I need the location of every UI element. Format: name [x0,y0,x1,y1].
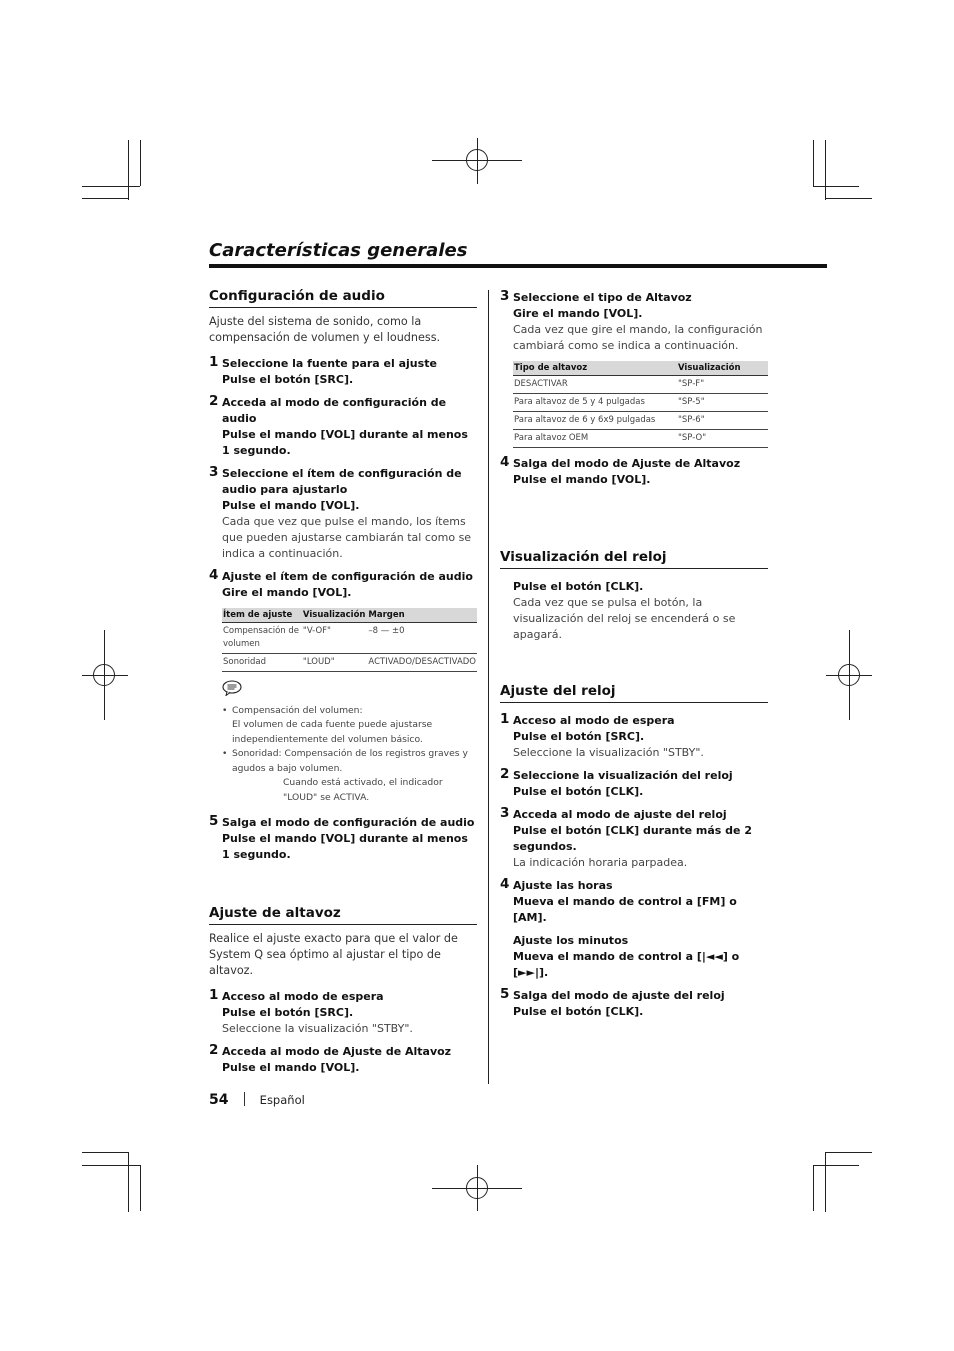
clock-display-section [500,549,768,650]
speaker-adjust-continued [500,290,768,495]
speaker-step-1 [209,989,477,1037]
clock-display-heading: Visualización del reloj [500,549,768,569]
table-cell: Compensación de volumen [222,623,302,654]
note-text: • Sonoridad: Compensación de los registros graves y agudos a bajo volumen. [232,748,468,774]
speaker-adjust-section [209,905,477,1083]
step-action: Gire el mando [VOL]. [513,307,643,320]
note-item [222,747,477,805]
table-header-row [222,608,477,623]
step-number: 2 [209,1042,219,1058]
step-number: 2 [500,766,510,782]
audio-config-heading: Configuración de audio [209,288,477,308]
table-header: Tipo de altavoz [513,361,677,376]
step-action: Pulse el mando [VOL] durante al menos 1 segundo. [222,832,468,861]
audio-step-3 [209,466,477,562]
step-number: 2 [209,393,219,409]
step-action: Pulse el mando [VOL] durante al menos 1 segundo. [222,428,468,457]
table-cell: "SP-5" [677,394,768,412]
step-description: La indicación horaria parpadea. [513,856,688,869]
table-header: Ítem de ajuste [222,608,302,623]
step-title: Seleccione el ítem de configuración de audio para ajustarlo [222,467,462,496]
step-title: Seleccione el tipo de Altavoz [513,291,692,304]
step-title: Seleccione la visualización del reloj [513,769,733,782]
speaker-step-3 [500,290,768,354]
step-number: 1 [209,987,219,1003]
step-number: 1 [500,711,510,727]
table-cell: ACTIVADO/DESACTIVADO [367,654,477,672]
step-number: 3 [209,464,219,480]
step-description: Cada vez que gire el mando, la configuración cambiará como se indica a continuación. [513,323,763,352]
step-title: Acceso al modo de espera [222,990,384,1003]
table-row [222,623,477,654]
speaker-step-2 [209,1044,477,1076]
table-row [513,394,768,412]
step-action: Pulse el botón [SRC]. [222,1006,354,1019]
step-action: Pulse el botón [CLK]. [513,580,644,593]
note-text: El volumen de cada fuente puede ajustarse independientemente del volumen básico. [232,719,433,745]
step-action: Pulse el botón [SRC]. [513,730,645,743]
table-row [513,430,768,448]
step-title: Salga del modo de ajuste del reloj [513,989,725,1002]
step-action: Pulse el botón [CLK]. [513,785,644,798]
speaker-adjust-heading: Ajuste de altavoz [209,905,477,925]
table-cell: –8 — ±0 [367,623,477,654]
footer-language: Español [259,1093,305,1107]
step-number: 3 [500,805,510,821]
speaker-adjust-intro: Realice el ajuste exacto para que el valor de System Q sea óptimo al ajustar el tipo de altavoz. [209,932,458,977]
audio-step-5 [209,815,477,863]
speaker-type-table [513,361,768,448]
step-description: Cada que vez que pulse el mando, los ítems que pueden ajustarse cambiarán tal como se indica a continuación. [222,515,472,560]
table-cell: Para altavoz OEM [513,430,677,448]
title-rule [209,264,827,268]
speaker-step-4 [500,456,768,488]
page-number: 54 [209,1092,229,1108]
step-title: Acceda al modo de Ajuste de Altavoz [222,1045,452,1058]
step-action: Pulse el mando [VOL]. [222,499,360,512]
step-action: Mueva el mando de control a [FM] o [AM]. [513,895,737,924]
clock-display-step [500,579,768,643]
step-action: Pulse el botón [CLK]. [513,1005,644,1018]
step-action: Pulse el mando [VOL]. [513,473,651,486]
step-title: Ajuste las horas [513,879,613,892]
clock-adjust-heading: Ajuste del reloj [500,683,768,703]
column-divider [488,290,489,1084]
audio-step-4 [209,569,477,601]
table-cell: Sonoridad [222,654,302,672]
table-row [513,412,768,430]
table-cell: "SP-6" [677,412,768,430]
note-label: • Compensación del volumen: [232,704,363,716]
step-action: Pulse el mando [VOL]. [222,1061,360,1074]
step-title: Acceda al modo de ajuste del reloj [513,808,727,821]
step-action: Pulse el botón [SRC]. [222,373,354,386]
clock-step-1 [500,713,768,761]
step-description: Seleccione la visualización "STBY". [222,1022,413,1035]
table-cell: "V-OF" [302,623,368,654]
clock-step-5 [500,988,768,1020]
step-description: Cada vez que se pulsa el botón, la visualización del reloj se encenderá o se apagará. [513,596,736,641]
table-header: Margen [367,608,477,623]
footer-separator [244,1092,245,1106]
step-title: Salga del modo de Ajuste de Altavoz [513,457,741,470]
clock-step-4 [500,878,768,981]
step-description: Seleccione la visualización "STBY". [513,746,704,759]
table-cell: Para altavoz de 5 y 4 pulgadas [513,394,677,412]
step-number: 4 [500,454,510,470]
table-cell: Para altavoz de 6 y 6x9 pulgadas [513,412,677,430]
audio-step-2 [209,395,477,459]
step-number: 5 [209,813,219,829]
step-number: 4 [500,876,510,892]
table-cell: "LOUD" [302,654,368,672]
step-title: Salga el modo de configuración de audio [222,816,475,829]
step-action: Pulse el botón [CLK] durante más de 2 segundos. [513,824,752,853]
table-cell: "SP-O" [677,430,768,448]
step-number: 3 [500,288,510,304]
audio-config-intro: Ajuste del sistema de sonido, como la compensación de volumen y el loudness. [209,315,441,344]
table-cell: "SP-F" [677,376,768,394]
step-title: Acceda al modo de configuración de audio [222,396,447,425]
clock-adjust-section [500,683,768,1027]
table-header: Visualización [302,608,368,623]
audio-notes [222,680,477,805]
table-header-row [513,361,768,376]
table-header: Visualización [677,361,768,376]
step-sub-action: Mueva el mando de control a [|◄◄] o [►►|]. [513,950,740,979]
table-row [513,376,768,394]
note-icon [222,680,242,696]
step-number: 1 [209,354,219,370]
page-footer [209,1089,305,1108]
step-title: Acceso al modo de espera [513,714,675,727]
step-title: Ajuste el ítem de configuración de audio [222,570,473,583]
note-item [222,704,477,748]
step-title: Seleccione la fuente para el ajuste [222,357,437,370]
audio-config-section [209,288,477,870]
clock-step-3 [500,807,768,871]
step-action: Gire el mando [VOL]. [222,586,352,599]
note-extra: Cuando está activado, el indicador "LOUD" se ACTIVA. [283,777,443,803]
table-cell: DESACTIVAR [513,376,677,394]
step-number: 4 [209,567,219,583]
table-row [222,654,477,672]
step-number: 5 [500,986,510,1002]
step-sub-title: Ajuste los minutos [513,934,629,947]
page-title: Características generales [209,240,468,261]
audio-settings-table [222,608,477,672]
clock-step-2 [500,768,768,800]
audio-step-1 [209,356,477,388]
